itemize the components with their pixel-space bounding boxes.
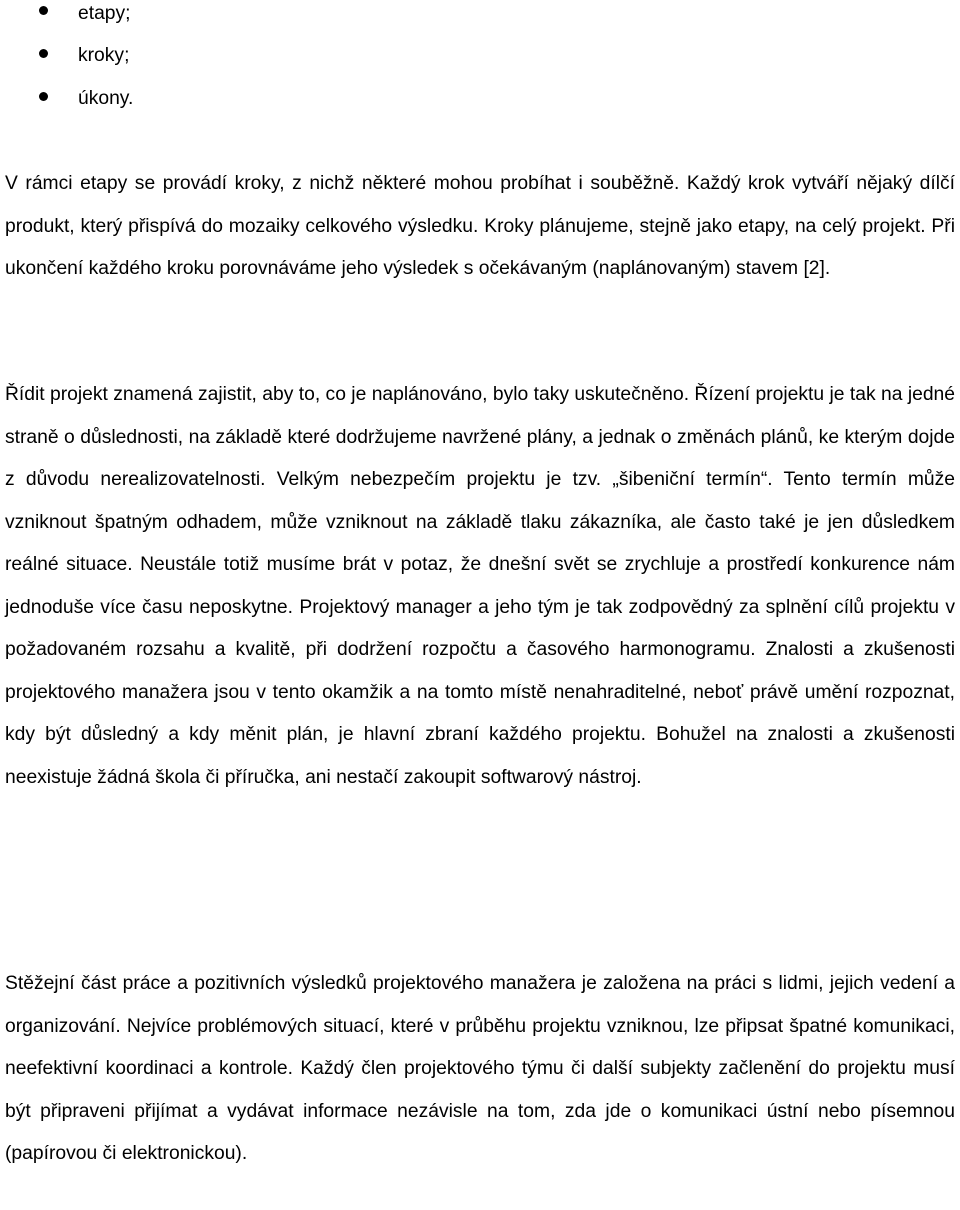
bullet-text: úkony. bbox=[78, 88, 134, 109]
bullet-item bbox=[0, 41, 133, 84]
bullet-dot-icon bbox=[39, 6, 48, 15]
paragraph-communication: Stěžejní část práce a pozitivních výsledků projektového manažera je založena na práci s lidmi, jejich vedení a organizování. Nejvíce problémových situací, které v průběhu projektu vzniknou, lze připsat špatné komunikaci, neefektivní koordinaci a kontrole. Každý člen projektového týmu či další subjekty začlenění do projektu musí být připraveni přijímat a vydávat informace nezávisle na tom, zda jde o komunikaci ústní nebo písemnou (papírovou či elektronickou). bbox=[5, 973, 955, 1164]
paragraph-steps: V rámci etapy se provádí kroky, z nichž některé mohou probíhat i souběžně. Každý krok vytváří nějaký dílčí produkt, který přispívá do mozaiky celkového výsledku. Kroky plánujeme, stejně jako etapy, na celý projekt. Při ukončení každého kroku porovnáváme jeho výsledek s očekávaným (naplánovaným) stavem [2]. bbox=[5, 173, 955, 279]
bullet-list bbox=[0, 0, 133, 127]
bullet-item bbox=[0, 0, 133, 41]
bullet-dot-icon bbox=[39, 92, 48, 101]
bullet-item bbox=[0, 84, 133, 127]
bullet-dot-icon bbox=[39, 49, 48, 58]
bullet-text: etapy; bbox=[78, 3, 131, 24]
paragraph-project-management: Řídit projekt znamená zajistit, aby to, co je naplánováno, bylo taky uskutečněno. Řízení projektu je tak na jedné straně o důslednosti, na základě které dodržujeme navržené plány, a jednak o změnách plánů, ke kterým dojde z důvodu nerealizovatelnosti. Velkým nebezpečím projektu je tzv. „šibeniční termín“. Tento termín může vzniknout špatným odhadem, může vzniknout na základě tlaku zákazníka, ale často také je jen důsledkem reálné situace. Neustále totiž musíme brát v potaz, že dnešní svět se zrychluje a prostředí konkurence nám jednoduše více času neposkytne. Projektový manager a jeho tým je tak zodpovědný za splnění cílů projektu v požadovaném rozsahu a kvalitě, při dodržení rozpočtu a časového harmonogramu. Znalosti a zkušenosti projektového manažera jsou v tento okamžik a na tomto místě nenahraditelné, neboť právě umění rozpoznat, kdy být důsledný a kdy měnit plán, je hlavní zbraní každého projektu. Bohužel na znalosti a zkušenosti neexistuje žádná škola či příručka, ani nestačí zakoupit softwarový nástroj. bbox=[5, 384, 955, 788]
bullet-text: kroky; bbox=[78, 45, 130, 66]
